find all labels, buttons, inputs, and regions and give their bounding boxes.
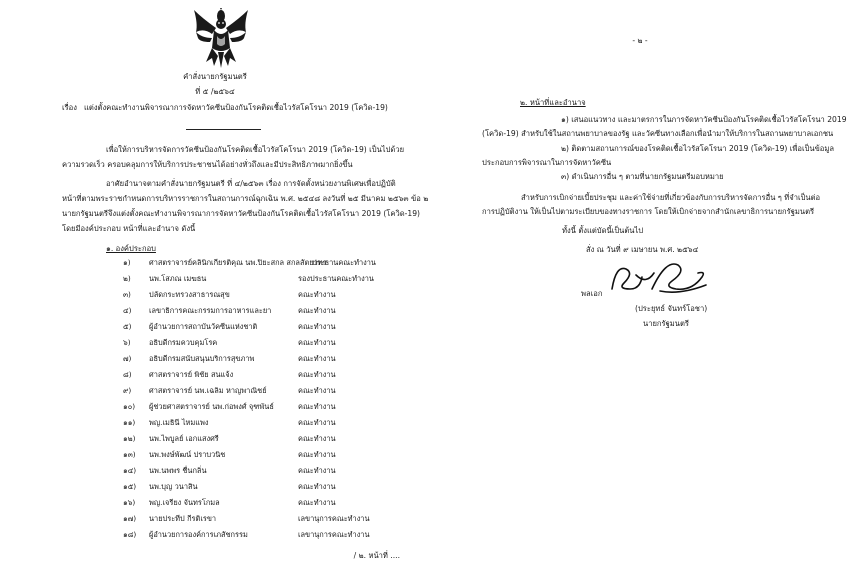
member-row: [0, 417, 430, 431]
title-rule: [186, 129, 261, 130]
signer-title: นายกรัฐมนตรี: [643, 319, 689, 328]
paragraph-2-line: อาศัยอำนาจตามคำสั่งนายกรัฐมนตรี ที่ ๔/๒๕๖๓ เรื่อง การจัดตั้งหน่วยงานพิเศษเพื่อปฏิบัติ: [106, 179, 396, 188]
paragraph-2-line: หน้าที่ตามพระราชกำหนดการบริหารราชการในสถานการณ์ฉุกเฉิน พ.ศ. ๒๕๔๘ ลงวันที่ ๒๕ มีนาคม ๒๕๖๓ ข้อ ๒: [62, 194, 429, 203]
duty-2-line: ๒) ติดตามสถานการณ์ของโรคติดเชื้อไวรัสโคโรนา 2019 (โควิด-19) เพื่อเป็นข้อมูล: [561, 144, 834, 153]
member-num: ๑๐): [123, 402, 136, 411]
member-row: [0, 497, 430, 511]
member-name: นพ.ไพบูลย์ เอกแสงศรี: [149, 434, 219, 443]
member-name: นพ.โสภณ เมฆธน: [149, 274, 207, 283]
member-row: [0, 321, 430, 335]
duty-2-line: ประกอบการพิจารณาในการจัดหาวัคซีน: [482, 158, 612, 167]
effective-clause: ทั้งนี้ ตั้งแต่บัดนี้เป็นต้นไป: [562, 226, 644, 235]
member-num: ๔): [123, 306, 132, 315]
member-num: ๑๕): [123, 482, 137, 491]
member-row: [0, 289, 430, 303]
member-num: ๖): [123, 338, 131, 347]
expense-line: สำหรับการเบิกจ่ายเบี้ยประชุม และค่าใช้จ่ายที่เกี่ยวข้องกับการบริหารจัดการอื่น ๆ ที่จำเป็นต่อ: [521, 193, 821, 202]
order-title: คำสั่งนายกรัฐมนตรี: [183, 72, 247, 81]
member-role: คณะทำงาน: [298, 450, 336, 459]
subject-text: แต่งตั้งคณะทำงานพิจารณาการจัดหาวัคซีนป้องกันโรคติดเชื้อไวรัสโคโรนา 2019 (โควิด-19): [84, 103, 388, 112]
member-name: อธิบดีกรมควบคุมโรค: [149, 338, 218, 347]
member-name: ผู้อำนวยการสถาบันวัคซีนแห่งชาติ: [149, 322, 258, 331]
member-row: [0, 481, 430, 495]
member-num: ๘): [123, 370, 132, 379]
issue-date: สั่ง ณ วันที่ ๙ เมษายน พ.ศ. ๒๕๖๔: [586, 245, 699, 254]
member-role: เลขานุการคณะทำงาน: [298, 514, 370, 523]
member-role: เลขานุการคณะทำงาน: [298, 530, 370, 539]
member-num: ๑๖): [123, 498, 136, 507]
member-role: คณะทำงาน: [298, 322, 336, 331]
member-role: คณะทำงาน: [298, 482, 336, 491]
page-footer: / ๒. หน้าที่ ....: [353, 551, 400, 560]
paragraph-2-line: นายกรัฐมนตรีจึงแต่งตั้งคณะทำงานพิจารณาการจัดหาวัคซีนป้องกันโรคติดเชื้อไวรัสโคโรนา 2019 (โควิด-19): [62, 209, 421, 218]
handwritten-signature: [606, 255, 716, 301]
member-row: [0, 513, 430, 527]
member-name: นพ.นพพร ชื่นกลิ่น: [149, 466, 207, 475]
member-num: ๕): [123, 322, 132, 331]
member-name: อธิบดีกรมสนับสนุนบริการสุขภาพ: [149, 354, 255, 363]
member-role: รองประธานคณะทำงาน: [298, 274, 374, 283]
paragraph-1-line: เพื่อให้การบริหารจัดการวัคซีนป้องกันโรคติดเชื้อไวรัสโคโรนา 2019 (โควิด-19) เป็นไปด้วย: [106, 145, 405, 154]
member-name: พญ.เจรียง จันทรโกมล: [149, 498, 220, 507]
member-row: [0, 433, 430, 447]
member-row: [0, 465, 430, 479]
member-num: ๑๗): [123, 514, 137, 523]
member-num: ๑๘): [123, 530, 137, 539]
member-role: คณะทำงาน: [298, 434, 336, 443]
member-row: [0, 257, 430, 271]
member-num: ๑๔): [123, 466, 137, 475]
signer-rank: พลเอก: [581, 289, 603, 298]
expense-line: การปฏิบัติงาน ให้เป็นไปตามระเบียบของทางราชการ โดยให้เบิกจ่ายจากสำนักเลขาธิการนายกรัฐมนตรี: [482, 207, 815, 216]
paragraph-1-line: ความรวดเร็ว ครอบคลุมการให้บริการประชาชนได้อย่างทั่วถึงและมีประสิทธิภาพมากยิ่งขึ้น: [62, 160, 353, 169]
member-role: คณะทำงาน: [298, 418, 336, 427]
paragraph-2-line: โดยมีองค์ประกอบ หน้าที่และอำนาจ ดังนี้: [62, 224, 196, 233]
member-role: คณะทำงาน: [298, 338, 336, 347]
member-row: [0, 401, 430, 415]
member-row: [0, 353, 430, 367]
garuda-emblem: [192, 8, 250, 70]
page-number: - ๒ -: [632, 36, 648, 45]
member-num: ๙): [123, 386, 132, 395]
member-name: เลขาธิการคณะกรรมการอาหารและยา: [149, 306, 272, 315]
member-role: คณะทำงาน: [298, 498, 336, 507]
member-role: คณะทำงาน: [298, 290, 336, 299]
member-num: ๑๑): [123, 418, 136, 427]
member-role: คณะทำงาน: [298, 354, 336, 363]
duty-1-line: (โควิด-19) สำหรับใช้ในสถานพยาบาลของรัฐ และวัคซีนทางเลือกเพื่อนำมาให้บริการในสถานพยาบาลเอกชน: [482, 129, 834, 138]
member-row: [0, 305, 430, 319]
member-row: [0, 369, 430, 383]
member-name: นพ.บุญ วนาสิน: [149, 482, 198, 491]
member-row: [0, 449, 430, 463]
member-name: ศาสตราจารย์ พิชัย สนแจ้ง: [149, 370, 234, 379]
member-role: ประธานคณะทำงาน: [312, 258, 376, 267]
duty-3-line: ๓) ดำเนินการอื่น ๆ ตามที่นายกรัฐมนตรีมอบหมาย: [561, 172, 724, 181]
member-name: ผู้อำนวยการองค์การเภสัชกรรม: [149, 530, 248, 539]
member-num: ๒): [123, 274, 131, 283]
signer-name: (ประยุทธ์ จันทร์โอชา): [635, 304, 708, 313]
member-role: คณะทำงาน: [298, 386, 336, 395]
member-role: คณะทำงาน: [298, 402, 336, 411]
member-name: ปลัดกระทรวงสาธารณสุข: [149, 290, 230, 299]
member-name: พญ.เมธินี ไหมแพง: [149, 418, 209, 427]
subject-label: เรื่อง: [62, 103, 77, 112]
member-row: [0, 385, 430, 399]
member-row: [0, 273, 430, 287]
member-name: ศาสตราจารย์คลินิกเกียรติคุณ นพ.ปิยะสกล สกลสัตยาทร: [149, 258, 327, 267]
member-role: คณะทำงาน: [298, 306, 336, 315]
order-number: ที่ ๕ /๒๕๖๔: [195, 87, 235, 96]
member-role: คณะทำงาน: [298, 466, 336, 475]
member-num: ๗): [123, 354, 132, 363]
section-2-heading: ๒. หน้าที่และอำนาจ: [520, 98, 586, 107]
member-name: นายประทีป กีรติเรขา: [149, 514, 217, 523]
member-row: [0, 337, 430, 351]
member-name: ผู้ช่วยศาสตราจารย์ นพ.ก่อพงศ์ จุฑพันธ์: [149, 402, 274, 411]
member-num: ๑): [123, 258, 131, 267]
member-num: ๑๓): [123, 450, 136, 459]
member-num: ๓): [123, 290, 131, 299]
section-1-heading: ๑. องค์ประกอบ: [106, 244, 156, 253]
member-row: [0, 529, 430, 543]
member-name: ศาสตราจารย์ นพ.เฉลิม หาญพาณิชย์: [149, 386, 267, 395]
member-num: ๑๒): [123, 434, 136, 443]
member-role: คณะทำงาน: [298, 370, 336, 379]
duty-1-line: ๑) เสนอแนวทาง และมาตรการในการจัดหาวัคซีนป้องกันโรคติดเชื้อไวรัสโคโรนา 2019: [561, 115, 847, 124]
member-name: นพ.พงษ์พัฒน์ ปราบวนิช: [149, 450, 226, 459]
